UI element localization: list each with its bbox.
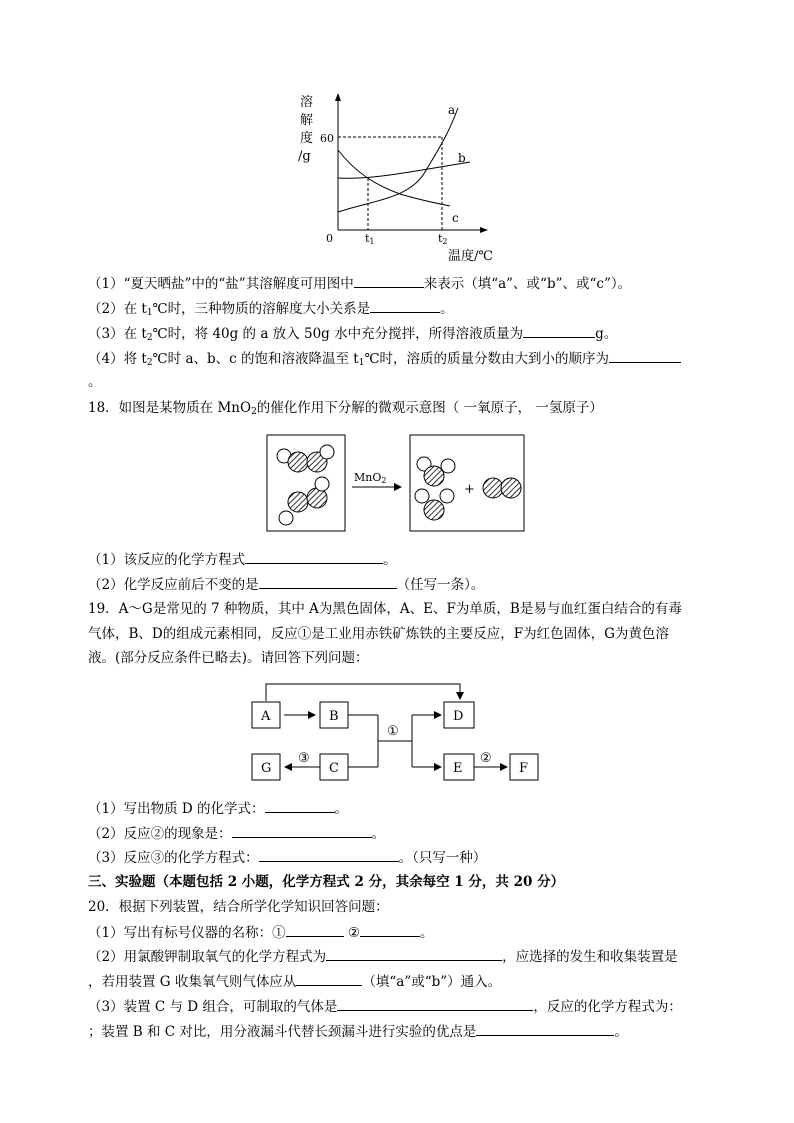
answer-blank[interactable] [286,922,344,937]
graph-ylabel-4: /g [298,149,311,164]
svg-text:F: F [519,761,529,776]
answer-blank[interactable] [354,273,424,288]
catalyst-label: MnO2 [354,471,387,485]
x-axis-arrow [480,227,488,233]
label-c: c [452,211,459,225]
origin-label: 0 [326,232,333,245]
q19-stem-line1: 19．A～G是常见的 7 种物质，其中 A为黑色固体，A、E、F为单质，B是易与血红蛋白结合的有毒 [88,601,682,617]
answer-blank[interactable] [326,946,502,961]
answer-blank[interactable] [523,323,595,338]
q19-part2: （2）反应②的现象是： 。 [88,823,385,844]
answer-blank[interactable] [245,549,383,564]
oxygen-atom-icon [424,466,444,486]
hydrogen-atom-icon [441,459,455,473]
oxygen-atom-icon [501,478,521,498]
y-axis-arrow [335,93,341,101]
answer-blank[interactable] [360,922,420,937]
connector-a-d [266,684,460,701]
answer-blank[interactable] [265,798,335,813]
label-b: b [458,151,466,165]
q19-stem-line3: 液。(部分反应条件已略去)。请回答下列问题： [88,650,369,666]
reaction-arrowhead [394,483,402,491]
q17-part3: （3）在 $t_2℃$时，将 40g 的 a 放入 50g 水中充分搅拌，所得溶液质量为 g。 [88,323,617,348]
q18-stem: 18．如图是某物质在 MnO$_2$的催化作用下分解的微观示意图（ 一氧原子， 一氢原子） [88,400,603,417]
oxygen-atom-icon [424,500,444,520]
q20-part2-cont: ，若用装置 G 收集氧气则气体应从 （填“a”或“b”）通入。 [88,971,501,992]
svg-text:D: D [453,709,464,724]
answer-blank[interactable] [296,971,362,986]
q20-part3-cont: ；装置 B 和 C 对比，用分液漏斗代替长颈漏斗进行实验的优点是 。 [88,1021,628,1042]
q19-part1: （1）写出物质 D 的化学式： 。 [88,798,348,819]
answer-blank[interactable] [609,348,681,363]
t2-label: t2 [438,232,448,246]
q20-part1: （1）写出有标号仪器的名称：① ② 。 [88,922,434,943]
q20-stem: 20．根据下列装置，结合所学化学知识回答问题： [88,899,389,915]
answer-blank[interactable] [259,847,399,862]
curve-a [338,108,458,212]
q18-part1: （1）该反应的化学方程式 。 [88,549,397,570]
svg-text:E: E [453,761,463,776]
plus-sign: + [464,482,475,497]
hydrogen-atom-icon [279,511,293,525]
answer-blank[interactable] [337,996,533,1011]
answer-blank[interactable] [476,1021,614,1036]
q20-part3: （3）装置 C 与 D 组合，可制取的气体是 ，反应的化学方程式为： [88,996,682,1017]
hydrogen-atom-icon [440,489,454,503]
solubility-graph [290,90,530,270]
q19-stem-line2: 气体，B、D的组成元素相同，反应①是工业用赤铁矿炼铁的主要反应，F为红色固体，G为黄色溶 [88,626,669,642]
svg-text:B: B [329,709,339,724]
reaction-3-label: ③ [298,751,310,766]
q19-part3: （3）反应③的化学方程式： 。（只写一种） [88,847,486,868]
molecule-diagram [264,432,530,534]
reaction-2-label: ② [480,751,492,766]
label-a: a [448,103,456,117]
oxygen-atom-icon [288,492,308,512]
t1-label: t1 [365,232,375,246]
graph-ylabel-1: 溶 [300,95,314,110]
q18-part2: （2）化学反应前后不变的是 （任写一条）。 [88,574,484,595]
graph-ylabel-2: 解 [300,113,314,128]
y-tick-60: 60 [320,132,334,145]
q20-part2: （2）用氯酸钾制取氧气的化学方程式为 ，应选择的发生和收集装置是 [88,946,678,967]
svg-text:A: A [261,709,271,724]
answer-blank[interactable] [259,574,397,589]
q17-part4-end: 。 [88,374,102,390]
q17-part4: （4）将 $t_2℃$时 a、b、c 的饱和溶液降温至 $t_1℃$时，溶质的质量分数由大到小的顺序为 [88,348,681,373]
answer-blank[interactable] [370,298,440,313]
x-axis-label: 温度/℃ [448,249,493,264]
svg-text:G: G [261,761,272,776]
q17-part2: （2）在 $t_1℃$时，三种物质的溶解度大小关系是 。 [88,298,454,323]
hydrogen-atom-icon [315,477,329,491]
hydrogen-atom-icon [415,489,429,503]
answer-blank[interactable] [232,823,372,838]
svg-text:C: C [329,761,339,776]
hydrogen-atom-icon [320,445,334,459]
graph-ylabel-3: 度 [300,131,314,146]
reaction-flowchart [244,676,544,788]
oxygen-atom-icon [288,452,308,472]
section-3-title: 三、实验题（本题包括 2 小题，化学方程式 2 分，其余每空 1 分，共 20 分） [88,874,565,890]
reaction-1-label: ① [387,724,399,739]
q17-part1: （1）“夏天晒盐”中的“盐”其溶解度可用图中 来表示（填“a”、或“b”、或“c”）。 [88,273,631,294]
oxygen-atom-icon [483,478,503,498]
